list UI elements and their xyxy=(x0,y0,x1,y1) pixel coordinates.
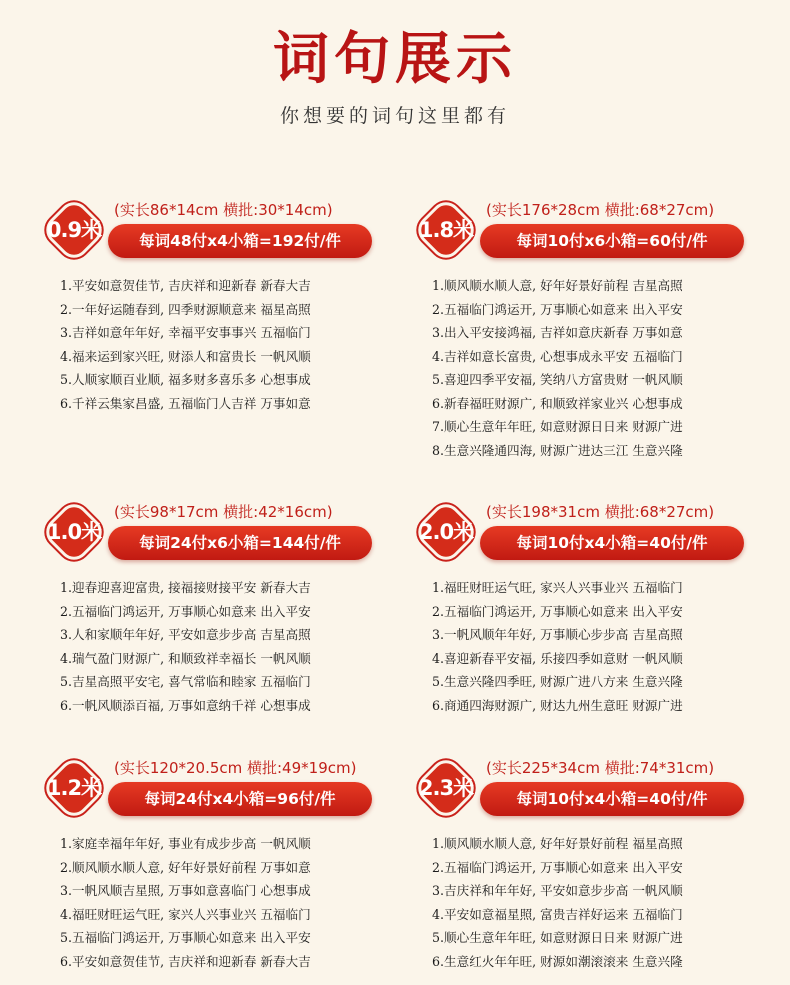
couplet-line: 6.平安如意贺佳节, 吉庆祥和迎新春 新春大吉 xyxy=(60,953,311,969)
couplet-line: 3.一帆风顺年年好, 万事顺心步步高 吉星高照 xyxy=(432,627,683,642)
couplet-line: 6.生意红火年年旺, 财源如潮滚滚来 生意兴隆 xyxy=(432,953,683,969)
packing-banner: 每词24付x4小箱=96付/件 xyxy=(108,782,372,816)
couplet-line: 6.一帆风顺添百福, 万事如意纳千祥 心想事成 xyxy=(60,697,311,713)
couplet-line: 8.生意兴隆通四海, 财源广进达三江 生意兴隆 xyxy=(432,442,683,458)
page-title: 词句展示 xyxy=(273,26,517,92)
couplet-line: 6.千祥云集家昌盛, 五福临门人吉祥 万事如意 xyxy=(60,395,311,411)
couplet-line: 1.顺风顺水顺人意, 好年好景好前程 福星高照 xyxy=(432,836,683,851)
size-badge xyxy=(414,198,478,262)
couplet-line: 5.人顺家顺百业顺, 福多财多喜乐多 心想事成 xyxy=(60,372,311,387)
size-badge-label: 2.3米 xyxy=(418,776,474,800)
packing-banner: 每词10付x4小箱=40付/件 xyxy=(480,526,744,560)
size-badge-label: 1.8米 xyxy=(418,218,474,242)
dimensions-text: (实长86*14cm 横批:30*14cm) xyxy=(114,201,333,219)
couplet-line: 6.商通四海财源广, 财达九州生意旺 财源广进 xyxy=(432,697,683,713)
couplet-line: 4.福来运到家兴旺, 财添人和富贵长 一帆风顺 xyxy=(60,348,311,364)
size-badge-label: 1.0米 xyxy=(46,520,102,544)
couplet-line: 1.迎春迎喜迎富贵, 接福接财接平安 新春大吉 xyxy=(60,580,311,595)
couplet-line: 2.五福临门鸿运开, 万事顺心如意来 出入平安 xyxy=(432,603,683,619)
size-badge xyxy=(42,756,106,820)
couplet-line: 4.瑞气盈门财源广, 和顺致祥幸福长 一帆风顺 xyxy=(60,650,311,666)
couplet-line: 3.吉祥如意年年好, 幸福平安事事兴 五福临门 xyxy=(60,325,311,340)
couplet-line: 1.顺风顺水顺人意, 好年好景好前程 吉星高照 xyxy=(432,278,683,293)
couplet-line: 1.家庭幸福年年好, 事业有成步步高 一帆风顺 xyxy=(60,836,311,851)
size-badge-label: 0.9米 xyxy=(46,218,102,242)
couplet-line: 2.五福临门鸿运开, 万事顺心如意来 出入平安 xyxy=(432,859,683,875)
packing-banner: 每词48付x4小箱=192付/件 xyxy=(108,224,372,258)
couplet-line: 5.生意兴隆四季旺, 财源广进八方来 生意兴隆 xyxy=(432,674,683,689)
couplet-line: 2.顺风顺水顺人意, 好年好景好前程 万事如意 xyxy=(60,859,311,875)
dimensions-text: (实长176*28cm 横批:68*27cm) xyxy=(486,201,715,219)
dimensions-text: (实长98*17cm 横批:42*16cm) xyxy=(114,503,333,521)
dimensions-text: (实长120*20.5cm 横批:49*19cm) xyxy=(114,759,357,777)
size-badge xyxy=(414,500,478,564)
couplet-line: 4.平安如意福星照, 富贵吉祥好运来 五福临门 xyxy=(432,906,683,922)
couplet-list xyxy=(432,576,762,717)
packing-banner: 每词24付x6小箱=144付/件 xyxy=(108,526,372,560)
couplet-line: 2.五福临门鸿运开, 万事顺心如意来 出入平安 xyxy=(60,603,311,619)
couplet-list xyxy=(432,274,762,462)
dimensions-text: (实长225*34cm 横批:74*31cm) xyxy=(486,759,715,777)
couplet-list xyxy=(60,832,390,973)
size-badge-label: 1.2米 xyxy=(46,776,102,800)
size-badge xyxy=(414,756,478,820)
couplet-line: 4.吉祥如意长富贵, 心想事成永平安 五福临门 xyxy=(432,348,683,364)
couplet-line: 7.顺心生意年年旺, 如意财源日日来 财源广进 xyxy=(432,419,683,434)
couplet-line: 3.人和家顺年年好, 平安如意步步高 吉星高照 xyxy=(60,627,311,642)
couplet-line: 3.出入平安接鸿福, 吉祥如意庆新春 万事如意 xyxy=(432,325,683,340)
size-badge-label: 2.0米 xyxy=(418,520,474,544)
couplet-line: 3.一帆风顺吉星照, 万事如意喜临门 心想事成 xyxy=(60,883,311,898)
couplet-line: 4.喜迎新春平安福, 乐接四季如意财 一帆风顺 xyxy=(432,650,683,666)
couplet-line: 5.顺心生意年年旺, 如意财源日日来 财源广进 xyxy=(432,930,683,945)
dimensions-text: (实长198*31cm 横批:68*27cm) xyxy=(486,503,715,521)
page-subtitle: 你想要的词句这里都有 xyxy=(279,105,510,127)
couplet-line: 1.福旺财旺运气旺, 家兴人兴事业兴 五福临门 xyxy=(432,580,683,595)
size-badge xyxy=(42,198,106,262)
couplet-line: 2.一年好运随春到, 四季财源顺意来 福星高照 xyxy=(60,301,311,317)
packing-banner: 每词10付x6小箱=60付/件 xyxy=(480,224,744,258)
couplet-line: 2.五福临门鸿运开, 万事顺心如意来 出入平安 xyxy=(432,301,683,317)
page-header xyxy=(0,0,790,150)
couplet-list xyxy=(60,576,390,717)
couplet-line: 1.平安如意贺佳节, 吉庆祥和迎新春 新春大吉 xyxy=(60,278,311,293)
packing-banner: 每词10付x4小箱=40付/件 xyxy=(480,782,744,816)
couplet-line: 5.五福临门鸿运开, 万事顺心如意来 出入平安 xyxy=(60,930,311,945)
size-badge xyxy=(42,500,106,564)
couplet-line: 6.新春福旺财源广, 和顺致祥家业兴 心想事成 xyxy=(432,395,683,411)
couplet-line: 3.吉庆祥和年年好, 平安如意步步高 一帆风顺 xyxy=(432,883,683,898)
couplet-list xyxy=(432,832,762,973)
couplet-list xyxy=(60,274,390,415)
couplet-line: 4.福旺财旺运气旺, 家兴人兴事业兴 五福临门 xyxy=(60,906,311,922)
couplet-line: 5.吉星高照平安宅, 喜气常临和睦家 五福临门 xyxy=(60,674,311,689)
couplet-line: 5.喜迎四季平安福, 笑纳八方富贵财 一帆风顺 xyxy=(432,372,683,387)
